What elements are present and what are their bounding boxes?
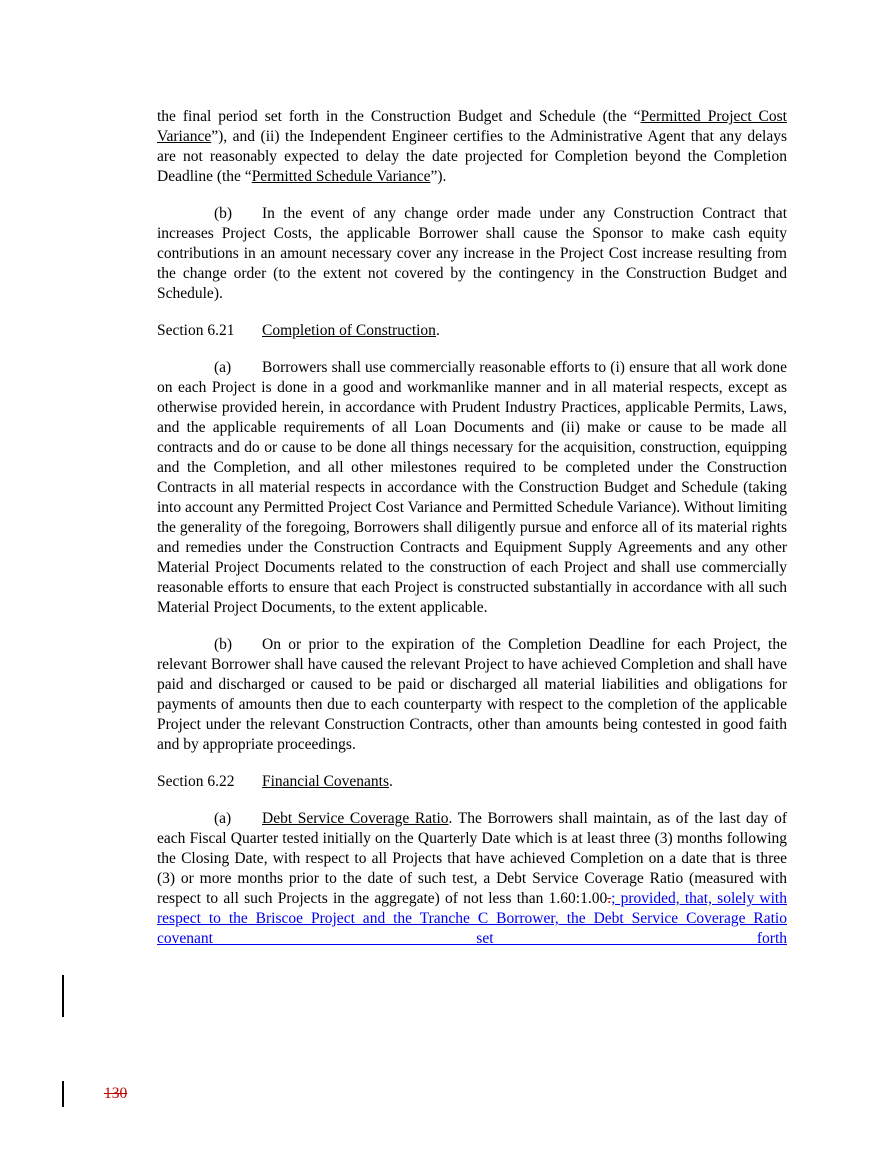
document-text — [157, 107, 787, 966]
paragraph-label: (a) — [214, 810, 232, 827]
para-change-order-b — [157, 204, 787, 304]
text-run: the final period set forth in the Construction Budget and Schedule (the “ — [157, 108, 641, 125]
text-run: . — [435, 322, 440, 339]
underlined-text: Completion of Construction — [262, 322, 436, 339]
paragraph-label: (b) — [214, 205, 233, 222]
underlined-text: Debt Service Coverage Ratio — [262, 810, 449, 827]
text-run: . The Borrowers shall maintain, as of the last day of each Fiscal Quarter tested initially on the Quarterly Date which is at least three (3) months following the Closing Date, with respect to all Projects that have achieved Completion on a date that is three (3) or more months prior to the date of such test, a Debt Service Coverage Ratio (measured with respect to all such Projects in the aggregate) of not less than 1.60:1.00 — [157, 810, 787, 907]
para-permitted-variance — [157, 107, 787, 187]
change-bar — [62, 1081, 64, 1107]
text-run: Borrowers shall use commercially reasonable efforts to (i) ensure that all work done on each Project is done in a good and workmanlike manner and in all material respects, except as otherwise provided herein, in accordance with Prudent Industry Practices, applicable Permits, Laws, and the applicable requirements of all Loan Documents and (ii) make or cause to be made all contracts and do or cause to be done all things necessary for the acquisition, construction, equipping and the Completion, and all other milestones required to be completed under the Construction Contracts in all material respects in accordance with the Construction Budget and Schedule (taking into account any Permitted Project Cost Variance and Permitted Schedule Variance). Without limiting the generality of the foregoing, Borrowers shall diligently pursue and enforce all of its material rights and remedies under the Construction Contracts and Equipment Supply Agreements and any other Material Project Documents related to the construction of each Project and shall use commercially reasonable efforts to ensure that each Project is constructed substantially in accordance with all such Material Project Documents, to the extent applicable. — [157, 359, 787, 616]
paragraph-label: (a) — [214, 359, 232, 376]
change-bar — [62, 975, 64, 1017]
inserted-text: ; provided, that, solely with respect to the Briscoe Project and the Tranche C Borrower, the Debt Service Coverage Ratio covenant set forth — [157, 890, 787, 947]
text-run: In the event of any change order made under any Construction Contract that increases Project Costs, the applicable Borrower shall cause the Sponsor to make cash equity contributions in an amount necessary cover any increase in the Project Cost increase resulting from the change order (to the extent not covered by the contingency in the Construction Budget and Schedule). — [157, 205, 787, 302]
underlined-text: Financial Covenants — [262, 773, 389, 790]
paragraph-label: Section 6.21 — [157, 322, 235, 339]
text-run: ”), and (ii) the Independent Engineer certifies to the Administrative Agent that any delays are not reasonably expected to delay the date projected for Completion beyond the Completion Deadline (the “ — [157, 128, 787, 185]
para-6-21-b — [157, 635, 787, 755]
underlined-text: Permitted Project Cost Variance — [157, 108, 787, 145]
text-run: ”). — [430, 168, 447, 185]
text-run: . — [389, 773, 393, 790]
paragraph-label: Section 6.22 — [157, 773, 235, 790]
para-6-21-a — [157, 358, 787, 618]
text-run: On or prior to the expiration of the Completion Deadline for each Project, the relevant Borrower shall have caused the relevant Project to have achieved Completion and shall have paid and discharged or caused to be paid or discharged all material liabilities and obligations for payments of amounts then due to each counterparty with respect to the completion of the applicable Project under the relevant Construction Contracts, other than amounts being contested in good faith and by appropriate proceedings. — [157, 636, 787, 753]
heading-section-6-22 — [157, 772, 787, 792]
para-6-22-a — [157, 809, 787, 949]
underlined-text: Permitted Schedule Variance — [251, 168, 431, 185]
deleted-text: . — [607, 890, 612, 907]
paragraph-label: (b) — [214, 636, 233, 653]
heading-section-6-21 — [157, 321, 787, 341]
deleted-page-number: 130 — [104, 1085, 128, 1102]
